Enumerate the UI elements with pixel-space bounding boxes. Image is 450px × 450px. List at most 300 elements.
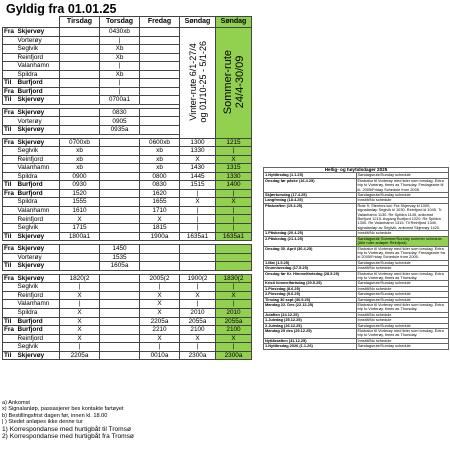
- time-cell: [140, 62, 180, 71]
- time-cell: [100, 206, 140, 215]
- holiday-row: [264, 203, 449, 230]
- time-cell: |: [180, 189, 216, 198]
- time-cell: [60, 28, 100, 37]
- time-cell: [140, 245, 180, 254]
- timetable-row: [3, 283, 252, 292]
- time-cell: [60, 53, 100, 62]
- time-cell: [180, 245, 216, 254]
- holiday-row: [264, 329, 449, 339]
- time-cell: 1820(2: [60, 274, 100, 283]
- time-cell: |: [216, 283, 252, 292]
- time-cell: |: [216, 343, 252, 352]
- row-prefix: Til: [3, 232, 17, 241]
- row-prefix: Til: [3, 351, 17, 360]
- time-cell: X: [180, 291, 216, 300]
- time-cell: 0430xb: [100, 28, 140, 37]
- stop-name: Reinfjord: [17, 215, 60, 224]
- time-cell: 1610: [60, 206, 100, 215]
- time-cell: 1445: [180, 172, 216, 181]
- time-cell: [60, 108, 100, 117]
- holiday-date: Onsdag før Kr. Himmelfartsdag (28.5.25): [264, 271, 357, 281]
- time-cell: [60, 79, 100, 88]
- stop-name: Skjervøy: [17, 262, 60, 271]
- time-cell: X: [216, 334, 252, 343]
- holiday-schedule: Søndagsrute/Sunday schedule: [356, 323, 449, 328]
- time-cell: 2100: [180, 326, 216, 335]
- time-cell: 1555: [60, 198, 100, 207]
- stop-name: Reinfjord: [17, 155, 60, 164]
- holiday-date: Kristi himmelfartsdag (29.5.25): [264, 281, 357, 286]
- time-cell: [140, 36, 180, 45]
- time-cell: X: [60, 291, 100, 300]
- timetable-row: [3, 326, 252, 335]
- timetable-row: [3, 308, 252, 317]
- time-cell: [140, 253, 180, 262]
- time-cell: X: [216, 291, 252, 300]
- holiday-schedule: Rute 9: Stenhes kai: Fra Skjervøy kl 1000, signalanløp Seglvik kl 1030. Reinfjord kl 1045. Tr. Valanhamn 1130. Re Spildra 1145, ankomst Burfjord 1215. Avgang Burfjord 1220. Re Spildra 1300. Re Valanhamn 1315. Til Reinfjord 1340, signalanløp av Seglvik, ankomst Skjervøy 1420.: [356, 203, 449, 230]
- row-prefix: Fra: [3, 108, 17, 117]
- holiday-date: 2.Juledag (26.12.25): [264, 323, 357, 328]
- holiday-date: Skjærtorsdag (17.4.25): [264, 193, 357, 198]
- time-cell: 1605a: [100, 262, 140, 271]
- time-cell: 0700xb: [60, 138, 100, 147]
- time-cell: |: [60, 343, 100, 352]
- time-cell: xb: [60, 164, 100, 173]
- time-cell: 0800: [140, 172, 180, 181]
- timetable-row: [3, 155, 252, 164]
- time-cell: xb: [140, 164, 180, 173]
- time-cell: 1655: [140, 198, 180, 207]
- time-cell: X: [140, 334, 180, 343]
- time-cell: 0010a: [140, 351, 180, 360]
- footnote: 1) Korrespondanse med hurtigbåt til Tromsø: [2, 425, 132, 433]
- holiday-schedule: Søndagsrute Sommer/Sunday summer schedule. (Alle ruter anløper Reinfjord): [356, 236, 449, 246]
- time-cell: 1900a: [140, 232, 180, 241]
- stop-name: Reinfjord: [17, 291, 60, 300]
- holiday-date: 1.Påskedag (20.4.25): [264, 231, 357, 236]
- time-cell: [100, 215, 140, 224]
- row-prefix: [3, 206, 17, 215]
- holiday-row: [264, 344, 449, 349]
- holiday-schedule: Innstilt/No schedule: [356, 231, 449, 236]
- holiday-date: Langfredag (18.4.25): [264, 198, 357, 203]
- time-cell: [140, 70, 180, 79]
- time-cell: |: [216, 206, 252, 215]
- column-header: Torsdag: [100, 17, 140, 28]
- time-cell: [100, 232, 140, 241]
- stop-name: Burfjord: [17, 79, 60, 88]
- holiday-date: Nyttårsaften (31.12.25): [264, 338, 357, 343]
- row-prefix: [3, 215, 17, 224]
- time-cell: 0700a1: [100, 96, 140, 105]
- holiday-row: [264, 302, 449, 312]
- time-cell: |: [180, 300, 216, 309]
- time-cell: 1330: [180, 147, 216, 156]
- holiday-row: [264, 236, 449, 246]
- holiday-date: 1.Pinsedag (8.6.25): [264, 286, 357, 291]
- time-cell: [140, 108, 180, 117]
- holiday-date: 1.Nyttårsdag (1.1.25): [264, 173, 357, 178]
- holiday-date: Grunnlovsdag (17.5.25): [264, 266, 357, 271]
- time-cell: X: [140, 300, 180, 309]
- time-cell: 1315: [216, 164, 252, 173]
- holiday-schedule: Innstilt/No schedule: [356, 286, 449, 291]
- time-cell: [60, 70, 100, 79]
- row-prefix: [3, 334, 17, 343]
- time-cell: 1430: [180, 164, 216, 173]
- row-prefix: Fra: [3, 138, 17, 147]
- time-cell: 1515: [180, 181, 216, 190]
- time-cell: 1535: [100, 253, 140, 262]
- holiday-schedule: Ekstratur til Vorterøy med tider som torsdag. Extra trip to Vorterøy, times as Thursday. Fredagsrute til kl. 2005/Friday Schedule from 2005.: [356, 178, 449, 192]
- time-cell: [100, 308, 140, 317]
- footnote: 2) Korrespondanse med hurtigbåt fra Tromsø: [2, 433, 134, 441]
- winter-route-text: Vinter-rute 6/1-27/4 og 01/10-25 - 5/1-26: [187, 41, 208, 123]
- holiday-schedule: Søndagsrute/Sunday schedule: [356, 344, 449, 349]
- time-cell: [180, 253, 216, 262]
- timetable-row: [3, 138, 252, 147]
- timetable-row: [3, 351, 252, 360]
- row-prefix: Til: [3, 96, 17, 105]
- time-cell: 2055a: [180, 317, 216, 326]
- holiday-date: Onsdag før påske (16.4.25): [264, 178, 357, 192]
- holiday-schedule: Innstilt/No schedule: [356, 266, 449, 271]
- time-cell: [60, 87, 100, 96]
- time-cell: 0905: [100, 117, 140, 126]
- time-cell: [60, 96, 100, 105]
- holiday-title: Hellig- og høytidsdager 2025: [264, 168, 449, 173]
- time-cell: |: [216, 300, 252, 309]
- time-cell: [100, 198, 140, 207]
- time-cell: Xb: [100, 45, 140, 54]
- timetable-row: [3, 300, 252, 309]
- time-cell: |: [100, 87, 140, 96]
- time-cell: 0830: [140, 181, 180, 190]
- time-cell: xb: [140, 155, 180, 164]
- time-cell: [100, 155, 140, 164]
- time-cell: |: [140, 343, 180, 352]
- time-cell: 1300: [180, 138, 216, 147]
- stop-name: Valanhamn: [17, 300, 60, 309]
- time-cell: X: [180, 198, 216, 207]
- stop-name: Skjervøy: [17, 28, 60, 37]
- stop-name: Skjervøy: [17, 351, 60, 360]
- time-cell: [60, 253, 100, 262]
- time-cell: X: [216, 155, 252, 164]
- row-prefix: [3, 36, 17, 45]
- timetable-row: [3, 206, 252, 215]
- time-cell: [100, 351, 140, 360]
- time-cell: [140, 53, 180, 62]
- time-cell: 1710: [140, 206, 180, 215]
- time-cell: |: [180, 343, 216, 352]
- stop-name: Reinfjord: [17, 53, 60, 62]
- winter-route-label: [180, 28, 216, 139]
- row-prefix: [3, 53, 17, 62]
- time-cell: |: [180, 283, 216, 292]
- holiday-schedule: Ekstratur til Vorterøy med tider som torsdag. Extra trip to Vorterøy, times as Thursday.: [356, 302, 449, 312]
- timetable-row: [3, 147, 252, 156]
- time-cell: xb: [60, 147, 100, 156]
- time-cell: X: [60, 326, 100, 335]
- holiday-table: [263, 167, 449, 350]
- stop-name: Valanhamn: [17, 206, 60, 215]
- row-prefix: [3, 224, 17, 233]
- time-cell: X: [140, 215, 180, 224]
- row-prefix: Fra: [3, 274, 17, 283]
- stop-name: Skjervøy: [17, 126, 60, 135]
- time-cell: |: [216, 189, 252, 198]
- stop-name: Vorterøy: [17, 36, 60, 45]
- time-cell: [100, 283, 140, 292]
- row-prefix: [3, 155, 17, 164]
- row-prefix: Fra: [3, 87, 17, 96]
- time-cell: [140, 45, 180, 54]
- time-cell: |: [100, 36, 140, 45]
- stop-name: Spildra: [17, 308, 60, 317]
- holiday-schedule: Ekstratur til Vorterøy med tider som torsdag. Extra trip to Vorterøy, times as Thursday. Fredagsrute fra kl 2005/Friday Schedule from 2005.: [356, 246, 449, 260]
- holiday-schedule: Søndagsrute/Sunday schedule: [356, 292, 449, 297]
- time-cell: xb: [140, 147, 180, 156]
- time-cell: [100, 164, 140, 173]
- timetable-row: [3, 291, 252, 300]
- stop-name: Reinfjord: [17, 334, 60, 343]
- time-cell: 1450: [100, 245, 140, 254]
- time-cell: [140, 117, 180, 126]
- stop-name: Vorterøy: [17, 253, 60, 262]
- time-cell: |: [100, 62, 140, 71]
- stop-name: Burfjord: [17, 87, 60, 96]
- note: a) Ankomst: [2, 400, 30, 406]
- time-cell: [100, 300, 140, 309]
- holiday-schedule: Innstilt/No schedule: [356, 338, 449, 343]
- page-title: Gyldig fra 01.01.25: [6, 2, 117, 16]
- time-cell: [140, 126, 180, 135]
- time-cell: |: [100, 79, 140, 88]
- time-cell: X: [216, 198, 252, 207]
- stop-name: Spildra: [17, 70, 60, 79]
- column-header: Søndag: [216, 17, 252, 28]
- row-prefix: Fra: [3, 326, 17, 335]
- time-cell: 0935a: [100, 126, 140, 135]
- row-prefix: Til: [3, 79, 17, 88]
- row-prefix: Til: [3, 317, 17, 326]
- holiday-schedule: Søndagsrute/Sunday schedule: [356, 297, 449, 302]
- row-prefix: [3, 300, 17, 309]
- note: | ) Stedet anløpes ikke denne tur: [2, 419, 83, 426]
- timetable-row: [3, 189, 252, 198]
- stop-name: Skjervøy: [17, 232, 60, 241]
- time-cell: 0830: [100, 108, 140, 117]
- holiday-schedule: Søndagsrute/Sunday schedule: [356, 193, 449, 198]
- timetable-row: [3, 198, 252, 207]
- row-prefix: [3, 198, 17, 207]
- timetable-row: [3, 232, 252, 241]
- time-cell: [140, 28, 180, 37]
- time-cell: [180, 262, 216, 271]
- row-prefix: [3, 117, 17, 126]
- holiday-row: [264, 178, 449, 192]
- stop-name: Spildra: [17, 198, 60, 207]
- stop-name: Skjervøy: [17, 274, 60, 283]
- time-cell: [100, 291, 140, 300]
- time-cell: [100, 181, 140, 190]
- holiday-date: Julaften (24.12.25): [264, 312, 357, 317]
- time-cell: |: [180, 224, 216, 233]
- time-cell: 0900: [60, 172, 100, 181]
- note: x) Signalanløp, passasjerer bes kontakte fartøyet: [2, 406, 124, 413]
- row-prefix: Til: [3, 262, 17, 271]
- stop-name: Seglvik: [17, 224, 60, 233]
- timetable-row: [3, 215, 252, 224]
- time-cell: 1635a1: [216, 232, 252, 241]
- time-cell: 1400: [216, 181, 252, 190]
- time-cell: Xb: [100, 70, 140, 79]
- holiday-date: Onsdag 30. April (30.4.25): [264, 246, 357, 260]
- time-cell: X: [60, 317, 100, 326]
- time-cell: [140, 87, 180, 96]
- time-cell: |: [180, 206, 216, 215]
- time-cell: xb: [60, 155, 100, 164]
- notes: [2, 400, 134, 441]
- time-cell: 2005(2: [140, 274, 180, 283]
- timetable-row: [3, 334, 252, 343]
- time-cell: |: [60, 300, 100, 309]
- time-cell: [60, 262, 100, 271]
- time-cell: [100, 172, 140, 181]
- row-prefix: [3, 45, 17, 54]
- time-cell: [140, 96, 180, 105]
- time-cell: [60, 245, 100, 254]
- time-cell: [100, 147, 140, 156]
- holiday-date: 1.Mai (1.5.25): [264, 260, 357, 265]
- row-prefix: [3, 308, 17, 317]
- note: b) Bestillingsfrist dagen før, innen kl. 18.00: [2, 412, 108, 419]
- time-cell: 2010: [180, 308, 216, 317]
- time-cell: 2055a: [216, 317, 252, 326]
- holiday-date: 2.Pinsedag (9.6.25): [264, 292, 357, 297]
- row-prefix: [3, 253, 17, 262]
- time-cell: 1215: [216, 138, 252, 147]
- holiday-schedule: Ekstratur til Vorterøy med tider som torsdag. Extra trip to Vorterøy, times as Thursday.: [356, 271, 449, 281]
- stop-name: Vorterøy: [17, 117, 60, 126]
- holiday-schedule: Søndagsrute/Sunday schedule: [356, 281, 449, 286]
- time-cell: 0930: [60, 181, 100, 190]
- column-header: Fredag: [140, 17, 180, 28]
- time-cell: X: [60, 215, 100, 224]
- time-cell: [140, 262, 180, 271]
- stop-name: Skjervøy: [17, 138, 60, 147]
- time-cell: 1520: [60, 189, 100, 198]
- time-cell: 0600xb: [140, 138, 180, 147]
- time-cell: [100, 138, 140, 147]
- time-cell: X: [60, 334, 100, 343]
- time-cell: X: [180, 155, 216, 164]
- time-cell: [60, 117, 100, 126]
- row-prefix: [3, 291, 17, 300]
- stop-name: Burfjord: [17, 189, 60, 198]
- time-cell: [100, 317, 140, 326]
- time-cell: 1800a1: [60, 232, 100, 241]
- column-header: Tirsdag: [60, 17, 100, 28]
- time-cell: 1715: [60, 224, 100, 233]
- stop-name: Seglvik: [17, 45, 60, 54]
- header-blank: [3, 17, 60, 28]
- row-prefix: [3, 164, 17, 173]
- timetable-row: [3, 317, 252, 326]
- row-prefix: Fra: [3, 28, 17, 37]
- time-cell: [60, 45, 100, 54]
- holiday-date: Påskeaften (19.4.25): [264, 203, 357, 230]
- row-prefix: Til: [3, 181, 17, 190]
- holiday-date: Mandag 29 des (29.12.25): [264, 329, 357, 339]
- stop-name: Burfjord: [17, 181, 60, 190]
- time-cell: [216, 245, 252, 254]
- time-cell: X: [140, 308, 180, 317]
- summer-route-label: [216, 28, 252, 139]
- time-cell: 2300a: [180, 351, 216, 360]
- holiday-schedule: Innstilt/No schedule: [356, 198, 449, 203]
- time-cell: |: [216, 147, 252, 156]
- time-cell: 1635a1: [180, 232, 216, 241]
- timetable-row: [3, 245, 252, 254]
- time-cell: |: [180, 215, 216, 224]
- timetable-row: [3, 274, 252, 283]
- time-cell: 2010: [216, 308, 252, 317]
- time-cell: 1830(2: [216, 274, 252, 283]
- time-cell: [216, 262, 252, 271]
- stop-name: Spildra: [17, 172, 60, 181]
- holiday-date: 1.Nyttårsdag 2026 (1.1.26): [264, 344, 357, 349]
- timetable-row: [3, 28, 252, 37]
- stop-name: Valanhamn: [17, 62, 60, 71]
- time-cell: [60, 36, 100, 45]
- stop-name: Valanhamn: [17, 164, 60, 173]
- time-cell: X: [140, 291, 180, 300]
- time-cell: 2100: [216, 326, 252, 335]
- row-prefix: [3, 62, 17, 71]
- time-cell: |: [60, 283, 100, 292]
- time-cell: [60, 62, 100, 71]
- timetable-row: [3, 164, 252, 173]
- time-cell: 1330: [216, 172, 252, 181]
- time-cell: [100, 189, 140, 198]
- header-row: [3, 17, 252, 28]
- row-prefix: [3, 70, 17, 79]
- time-cell: [100, 274, 140, 283]
- row-prefix: Til: [3, 126, 17, 135]
- summer-route-text: Sommer-rute 24/4-30/09: [221, 49, 246, 114]
- row-prefix: [3, 283, 17, 292]
- time-cell: |: [140, 283, 180, 292]
- column-header: Søndag: [180, 17, 216, 28]
- timetable-row: [3, 343, 252, 352]
- time-cell: 1620: [140, 189, 180, 198]
- time-cell: 2205a: [60, 351, 100, 360]
- stop-name: Skjervøy: [17, 96, 60, 105]
- timetable-row: [3, 224, 252, 233]
- time-cell: 1900(2: [180, 274, 216, 283]
- timetable-row: [3, 181, 252, 190]
- time-cell: X: [180, 334, 216, 343]
- time-cell: Xb: [100, 53, 140, 62]
- time-cell: [140, 79, 180, 88]
- time-cell: 2210: [140, 326, 180, 335]
- holiday-schedule: Innstilt/No schedule: [356, 318, 449, 323]
- row-prefix: Fra: [3, 189, 17, 198]
- timetable-row: [3, 262, 252, 271]
- holiday-date: 1.Juledag (25.12.25): [264, 318, 357, 323]
